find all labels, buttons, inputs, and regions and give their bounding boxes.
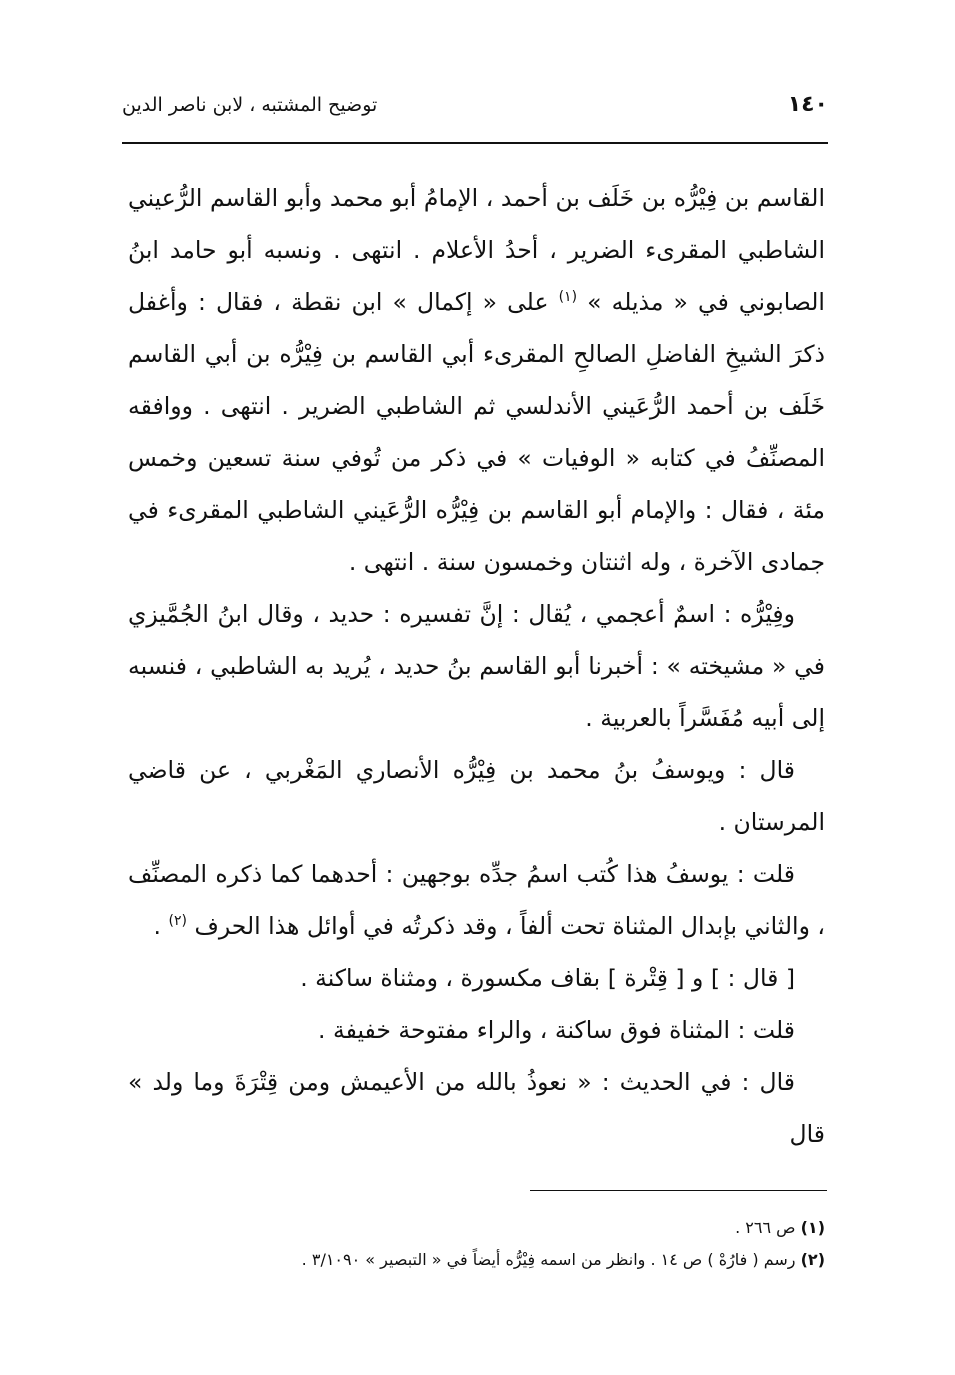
footnote-reference: (١) xyxy=(558,289,578,306)
paragraph-text: على « إكمال » ابن نقطة ، فقال : وأغفل ذكرَ الشيخِ الفاضلِ الصالحِ المقرىء أبي القاسم بن فِيْرُّه بن أبي القاسم خَلَف بن أحمد الرُّعَيني الأندلسي ثم الشاطبي الضرير . انتهى . ووافقه المصنِّفُ في كتابه « الوفيات » في ذكر من تُوفي سنة تسعين وخمس مئة ، فقال : والإمام أبو القاسم بن فِيْرُّه الرُّعَيني الشاطبي المقرىء في جمادى الآخرة ، وله اثنتان وخمسون سنة . انتهى . xyxy=(128,288,825,576)
paragraph xyxy=(128,172,825,588)
paragraph xyxy=(128,848,825,952)
main-text xyxy=(128,172,825,1160)
footnote-text: ص ٢٦٦ . xyxy=(735,1218,796,1237)
running-title: توضيح المشتبه ، لابن ناصر الدين xyxy=(122,94,378,116)
paragraph: قال : ويوسفُ بنُ محمد بن فِيْرُّه الأنصاري المَغْربي ، عن قاضي المرستان . xyxy=(128,756,825,836)
paragraph-text: . xyxy=(153,912,162,940)
header-rule xyxy=(122,142,828,144)
paragraph-text: القاسم بن فِيْرُّه بن خَلَف بن أحمد ، الإمامُ أبو محمد وأبو القاسم الرُّعيني الشاطبي المقرىء الضرير ، أحدُ الأعلام . انتهى . ونسبه أبو حامد ابنُ الصابوني في « مذيله » xyxy=(128,184,825,316)
footnote-separator xyxy=(530,1190,827,1191)
page-number: ١٤٠ xyxy=(787,92,828,117)
page-header xyxy=(122,92,828,132)
footnote-number: (٢) xyxy=(800,1250,825,1269)
footnotes xyxy=(200,1212,825,1276)
paragraph: وفِيْرُّه : اسمٌ أعجمي ، يُقال : إنَّ تفسيره : حديد ، وقال ابنُ الجُمَّيزي في « مشيخته » : أخبرنا أبو القاسم بنُ حديد ، يُريد به الشاطبي ، فنسبه إلى أبيه مُفَسَّراً بالعربية . xyxy=(128,600,825,732)
footnote xyxy=(200,1212,825,1244)
footnote-number: (١) xyxy=(800,1218,825,1237)
paragraph: قال : في الحديث : « نعوذُ بالله من الأعيمش ومن قِتْرَةَ وما ولد » قال xyxy=(128,1068,825,1148)
paragraph: [ قال : ] و [ قِتْرة ] بقاف مكسورة ، ومثناة ساكنة . xyxy=(300,964,795,992)
footnote-reference: (٢) xyxy=(168,913,187,930)
paragraph-text: قلت : يوسفُ هذا كُتب اسمُ جدِّه بوجهين : أحدهما كما ذكره المصنِّف ، والثاني بإبدال المثناة تحت ألفاً ، وقد ذكرتُه في أوائل هذا الحرف xyxy=(128,860,825,940)
footnote xyxy=(200,1244,825,1276)
footnote-text: رسم ( فارُهْ ) ص ١٤ . وانظر من اسمه فِيْرُّه أيضاً في « التبصير » ٣/١٠٩٠ . xyxy=(301,1250,796,1269)
paragraph: قلت : المثناة فوق ساكنة ، والراء مفتوحة خفيفة . xyxy=(318,1016,795,1044)
